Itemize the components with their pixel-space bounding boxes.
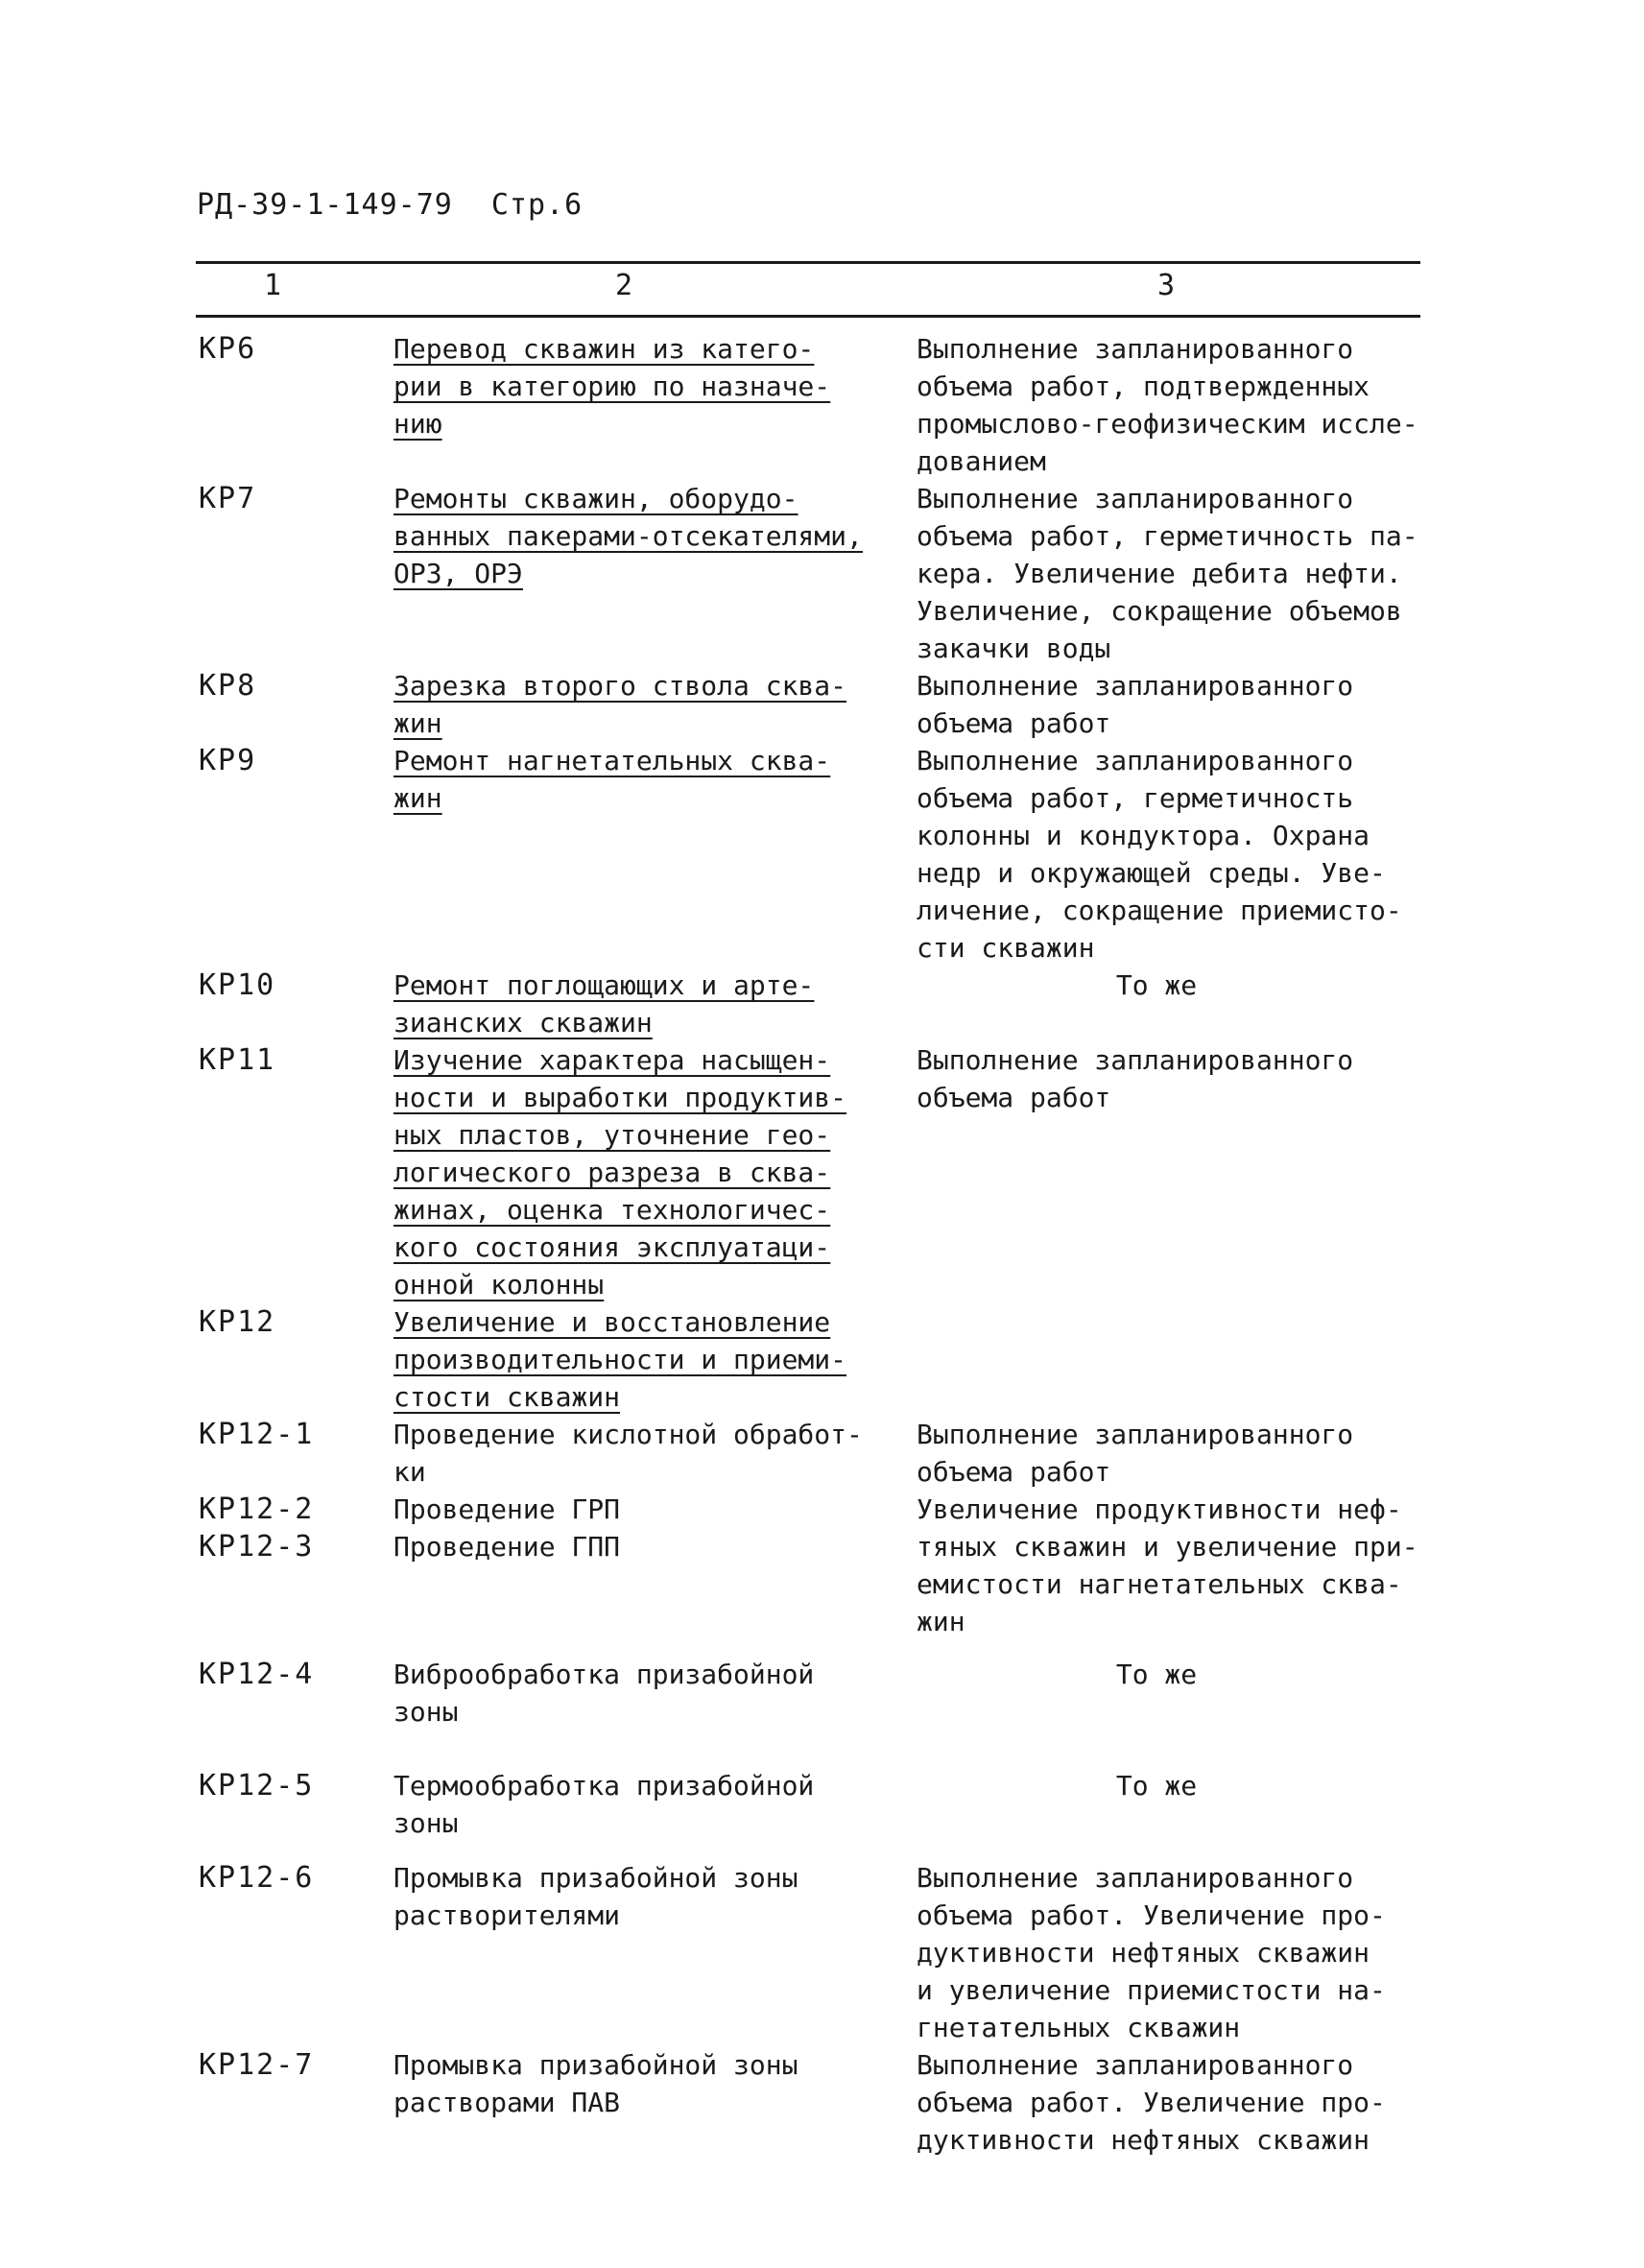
result-line: Выполнение запланированного (917, 745, 1354, 776)
work-line: Термообработка призабойной (393, 1770, 815, 1802)
result-line: и увеличение приемистости на- (917, 1974, 1386, 2006)
result-line: колонны и кондуктора. Охрана (917, 820, 1370, 851)
result-line: недр и окружающей среды. Уве- (917, 857, 1386, 889)
work-line: растворителями (393, 1899, 621, 1931)
work-line: Промывка призабойной зоны (393, 2049, 798, 2081)
result-line: Выполнение запланированного (917, 1044, 1354, 1076)
result-line: объема работ (917, 707, 1111, 739)
row-result-description (917, 1767, 1396, 1804)
row-code: КР11 (199, 1043, 276, 1077)
column-header-2: 2 (614, 269, 633, 302)
result-line: емистости нагнетательных сква- (917, 1568, 1402, 1600)
table-row (0, 1859, 1644, 2046)
row-work-description (393, 480, 893, 592)
work-line: производительности и приеми- (393, 1344, 847, 1375)
row-result-description (917, 742, 1459, 967)
table-row (0, 742, 1644, 967)
result-line: Выполнение запланированного (917, 2049, 1354, 2081)
work-line: Изучение характера насыщен- (393, 1044, 831, 1076)
row-work-description (393, 1528, 893, 1565)
repair-types-table (0, 330, 1644, 2159)
table-header-rule (196, 315, 1420, 318)
result-line: жин (917, 1606, 965, 1637)
row-result-description (917, 2046, 1459, 2159)
result-line: Выполнение запланированного (917, 333, 1354, 365)
result-line: кера. Увеличение дебита нефти. (917, 558, 1402, 589)
row-work-description (393, 330, 893, 442)
work-line: кого состояния эксплуатаци- (393, 1231, 831, 1263)
row-work-description (393, 1656, 893, 1731)
work-line: ванных пакерами-отсекателями, (393, 520, 863, 552)
work-line: ности и выработки продуктив- (393, 1082, 847, 1113)
work-line: ки (393, 1456, 426, 1488)
result-line: объема работ, герметичность (917, 782, 1354, 814)
result-line: дуктивности нефтяных скважин (917, 1937, 1370, 1969)
row-work-description (393, 1859, 893, 1934)
work-line: жинах, оценка технологичес- (393, 1194, 831, 1226)
result-line: дованием (917, 445, 1046, 477)
document-code: РД-39-1-149-79 (197, 188, 453, 222)
work-line: Проведение ГРП (393, 1493, 621, 1525)
work-line: Ремонты скважин, оборудо- (393, 483, 798, 514)
result-line: Увеличение, сокращение объемов (917, 595, 1402, 627)
table-row (0, 330, 1644, 480)
row-code: КР12-1 (199, 1418, 315, 1451)
work-line: рии в категорию по назначе- (393, 370, 831, 402)
result-line: объема работ. Увеличение про- (917, 1899, 1386, 1931)
result-line: гнетательных скважин (917, 2012, 1241, 2043)
row-code: КР12-5 (199, 1769, 315, 1802)
result-line: закачки воды (917, 633, 1111, 664)
row-code: КР8 (199, 669, 257, 703)
result-line: объема работ, подтвержденных (917, 370, 1370, 402)
table-row (0, 1303, 1644, 1416)
table-row (0, 1767, 1644, 1859)
row-result-description (917, 1656, 1396, 1693)
result-line: Выполнение запланированного (917, 1419, 1354, 1450)
table-row (0, 480, 1644, 667)
work-line: жин (393, 782, 442, 814)
row-code: КР12-2 (199, 1492, 315, 1526)
row-code: КР9 (199, 744, 257, 777)
row-code: КР12-4 (199, 1658, 315, 1691)
table-row (0, 1656, 1644, 1767)
row-result-description (917, 1859, 1459, 2046)
work-line: ных пластов, уточнение гео- (393, 1119, 831, 1151)
row-work-description (393, 1303, 893, 1416)
row-code: КР7 (199, 482, 257, 515)
work-line: ОРЗ, ОРЭ (393, 558, 523, 589)
row-work-description (393, 1491, 893, 1528)
result-line: тяных скважин и увеличение при- (917, 1531, 1418, 1563)
table-row (0, 667, 1644, 742)
row-work-description (393, 2046, 893, 2121)
result-line: объема работ. Увеличение про- (917, 2087, 1386, 2118)
column-header-3: 3 (1156, 269, 1176, 302)
row-work-description (393, 667, 893, 742)
column-header-1: 1 (263, 269, 282, 302)
row-work-description (393, 1767, 893, 1842)
page-number: Стр.6 (490, 188, 584, 222)
work-line: Ремонт поглощающих и арте- (393, 969, 815, 1001)
work-line: зианских скважин (393, 1007, 653, 1039)
work-line: растворами ПАВ (393, 2087, 621, 2118)
row-result-description (917, 667, 1459, 742)
result-line: личение, сокращение приемисто- (917, 895, 1402, 926)
work-line: Ремонт нагнетательных сква- (393, 745, 831, 776)
result-line: Выполнение запланированного (917, 670, 1354, 702)
row-code: КР6 (199, 332, 257, 366)
work-line: Увеличение и восстановление (393, 1306, 831, 1338)
row-work-description (393, 1416, 893, 1491)
row-code: КР12 (199, 1305, 276, 1339)
row-work-description (393, 1041, 893, 1303)
work-line: Зарезка второго ствола сква- (393, 670, 847, 702)
result-line: дуктивности нефтяных скважин (917, 2124, 1370, 2156)
row-work-description (393, 742, 893, 817)
result-line: То же (1115, 969, 1198, 1001)
table-row (0, 1416, 1644, 1491)
work-line: Проведение кислотной обработ- (393, 1419, 863, 1450)
work-line: жин (393, 707, 442, 739)
row-result-description (917, 330, 1459, 480)
work-line: зоны (393, 1696, 459, 1728)
result-line: промыслово-геофизическим иссле- (917, 408, 1418, 440)
work-line: нию (393, 408, 442, 440)
work-line: онной колонны (393, 1269, 605, 1301)
row-work-description (393, 967, 893, 1041)
work-line: Перевод скважин из катего- (393, 333, 815, 365)
row-result-description (917, 480, 1459, 667)
row-code: КР10 (199, 968, 276, 1002)
result-line: Увеличение продуктивности неф- (917, 1493, 1402, 1525)
table-row (0, 1041, 1644, 1303)
table-row (0, 1528, 1644, 1656)
row-code: КР12-7 (199, 2048, 315, 2082)
work-line: логического разреза в сква- (393, 1157, 831, 1188)
result-line: Выполнение запланированного (917, 1862, 1354, 1894)
work-line: Промывка призабойной зоны (393, 1862, 798, 1894)
row-code: КР12-6 (199, 1861, 315, 1895)
page-header (197, 188, 583, 222)
row-code: КР12-3 (199, 1530, 315, 1564)
row-result-description (917, 1041, 1459, 1116)
result-line: объема работ, герметичность па- (917, 520, 1418, 552)
work-line: Проведение ГПП (393, 1531, 621, 1563)
work-line: Виброобработка призабойной (393, 1659, 815, 1690)
row-result-description (917, 1416, 1459, 1491)
table-row (0, 967, 1644, 1041)
result-line: сти скважин (917, 932, 1095, 964)
table-top-rule (196, 261, 1420, 264)
result-line: объема работ (917, 1082, 1111, 1113)
result-line: объема работ (917, 1456, 1111, 1488)
work-line: зоны (393, 1807, 459, 1839)
result-line: То же (1115, 1659, 1198, 1690)
row-result-description (917, 967, 1396, 1004)
table-row (0, 2046, 1644, 2159)
work-line: стости скважин (393, 1381, 621, 1413)
result-line: Выполнение запланированного (917, 483, 1354, 514)
result-line: То же (1115, 1770, 1198, 1802)
